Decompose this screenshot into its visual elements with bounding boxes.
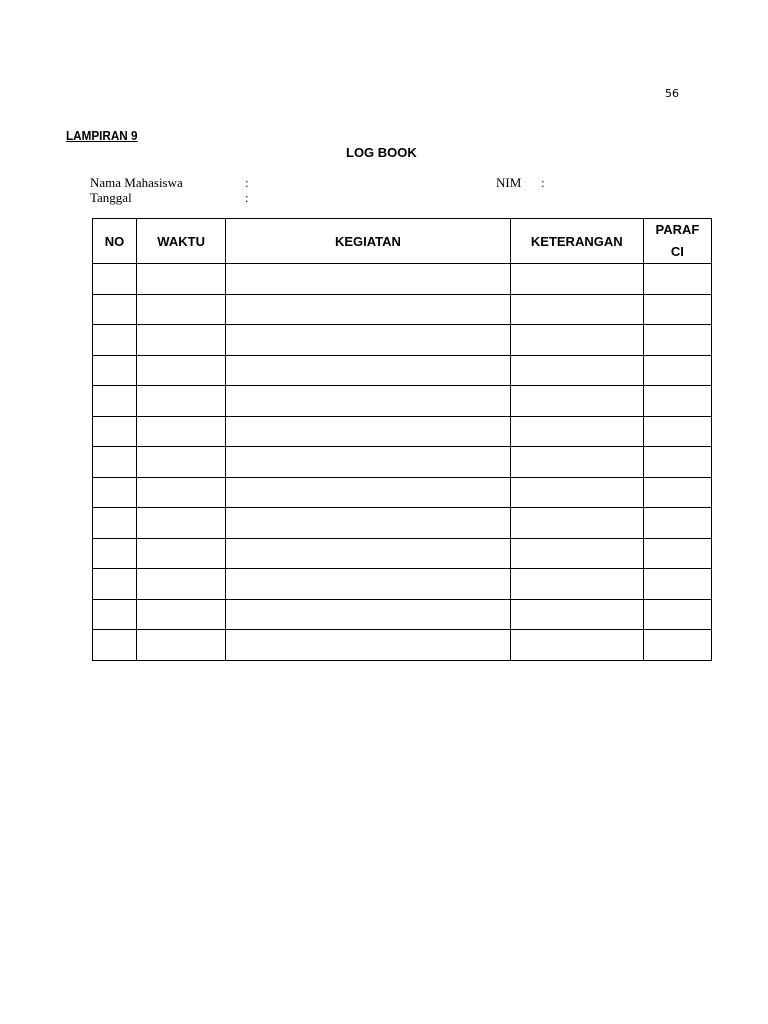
table-header-row xyxy=(93,219,712,264)
cell-keterangan[interactable] xyxy=(510,325,643,356)
cell-no[interactable] xyxy=(93,447,137,478)
table-row xyxy=(93,599,712,630)
column-header-paraf-ci xyxy=(643,219,711,264)
cell-waktu[interactable] xyxy=(137,416,226,447)
cell-waktu[interactable] xyxy=(137,599,226,630)
cell-keterangan[interactable] xyxy=(510,416,643,447)
cell-waktu[interactable] xyxy=(137,630,226,661)
nim-label: NIM xyxy=(496,175,522,190)
cell-no[interactable] xyxy=(93,416,137,447)
cell-kegiatan[interactable] xyxy=(226,569,510,600)
ci-label: CI xyxy=(670,244,684,259)
cell-no[interactable] xyxy=(93,264,137,295)
table-row xyxy=(93,294,712,325)
cell-paraf[interactable] xyxy=(643,447,711,478)
cell-kegiatan[interactable] xyxy=(226,355,510,386)
cell-keterangan[interactable] xyxy=(510,569,643,600)
date-colon: : xyxy=(245,190,249,205)
table-row xyxy=(93,569,712,600)
cell-waktu[interactable] xyxy=(137,569,226,600)
table-row xyxy=(93,325,712,356)
cell-paraf[interactable] xyxy=(643,416,711,447)
cell-waktu[interactable] xyxy=(137,477,226,508)
cell-no[interactable] xyxy=(93,508,137,539)
table-row xyxy=(93,508,712,539)
document-title: LOG BOOK xyxy=(346,145,417,160)
cell-kegiatan[interactable] xyxy=(226,325,510,356)
table-row xyxy=(93,264,712,295)
cell-kegiatan[interactable] xyxy=(226,477,510,508)
table-row xyxy=(93,416,712,447)
cell-kegiatan[interactable] xyxy=(226,264,510,295)
cell-paraf[interactable] xyxy=(643,599,711,630)
cell-no[interactable] xyxy=(93,538,137,569)
column-header-no: NO xyxy=(93,219,137,264)
paraf-label: PARAF xyxy=(655,222,700,237)
cell-paraf[interactable] xyxy=(643,538,711,569)
page-number: 56 xyxy=(665,87,679,100)
column-header-waktu: WAKTU xyxy=(137,219,226,264)
cell-keterangan[interactable] xyxy=(510,599,643,630)
cell-keterangan[interactable] xyxy=(510,508,643,539)
cell-no[interactable] xyxy=(93,599,137,630)
cell-waktu[interactable] xyxy=(137,447,226,478)
cell-no[interactable] xyxy=(93,355,137,386)
cell-keterangan[interactable] xyxy=(510,538,643,569)
table-row xyxy=(93,538,712,569)
cell-keterangan[interactable] xyxy=(510,477,643,508)
date-label: Tanggal xyxy=(90,190,132,205)
cell-waktu[interactable] xyxy=(137,386,226,417)
cell-keterangan[interactable] xyxy=(510,630,643,661)
table-body xyxy=(93,264,712,661)
log-book-table xyxy=(92,218,712,661)
cell-keterangan[interactable] xyxy=(510,447,643,478)
table-row xyxy=(93,355,712,386)
cell-no[interactable] xyxy=(93,325,137,356)
cell-no[interactable] xyxy=(93,569,137,600)
cell-paraf[interactable] xyxy=(643,264,711,295)
cell-keterangan[interactable] xyxy=(510,294,643,325)
cell-kegiatan[interactable] xyxy=(226,294,510,325)
cell-waktu[interactable] xyxy=(137,355,226,386)
cell-paraf[interactable] xyxy=(643,325,711,356)
cell-no[interactable] xyxy=(93,630,137,661)
cell-paraf[interactable] xyxy=(643,355,711,386)
student-name-label: Nama Mahasiswa xyxy=(90,175,183,190)
cell-kegiatan[interactable] xyxy=(226,386,510,417)
cell-waktu[interactable] xyxy=(137,325,226,356)
table-row xyxy=(93,477,712,508)
cell-paraf[interactable] xyxy=(643,386,711,417)
cell-waktu[interactable] xyxy=(137,508,226,539)
cell-keterangan[interactable] xyxy=(510,264,643,295)
cell-kegiatan[interactable] xyxy=(226,630,510,661)
cell-paraf[interactable] xyxy=(643,508,711,539)
column-header-kegiatan: KEGIATAN xyxy=(226,219,510,264)
cell-kegiatan[interactable] xyxy=(226,508,510,539)
student-name-colon: : xyxy=(245,175,249,190)
cell-keterangan[interactable] xyxy=(510,386,643,417)
cell-paraf[interactable] xyxy=(643,294,711,325)
cell-waktu[interactable] xyxy=(137,264,226,295)
cell-kegiatan[interactable] xyxy=(226,447,510,478)
cell-waktu[interactable] xyxy=(137,538,226,569)
cell-paraf[interactable] xyxy=(643,569,711,600)
table-row xyxy=(93,630,712,661)
cell-no[interactable] xyxy=(93,294,137,325)
cell-paraf[interactable] xyxy=(643,477,711,508)
cell-no[interactable] xyxy=(93,386,137,417)
cell-waktu[interactable] xyxy=(137,294,226,325)
cell-keterangan[interactable] xyxy=(510,355,643,386)
table-row xyxy=(93,447,712,478)
column-header-keterangan: KETERANGAN xyxy=(510,219,643,264)
cell-kegiatan[interactable] xyxy=(226,599,510,630)
cell-kegiatan[interactable] xyxy=(226,416,510,447)
cell-paraf[interactable] xyxy=(643,630,711,661)
cell-kegiatan[interactable] xyxy=(226,538,510,569)
appendix-label: LAMPIRAN 9 xyxy=(66,128,138,143)
nim-colon: : xyxy=(541,175,545,190)
table-row xyxy=(93,386,712,417)
cell-no[interactable] xyxy=(93,477,137,508)
